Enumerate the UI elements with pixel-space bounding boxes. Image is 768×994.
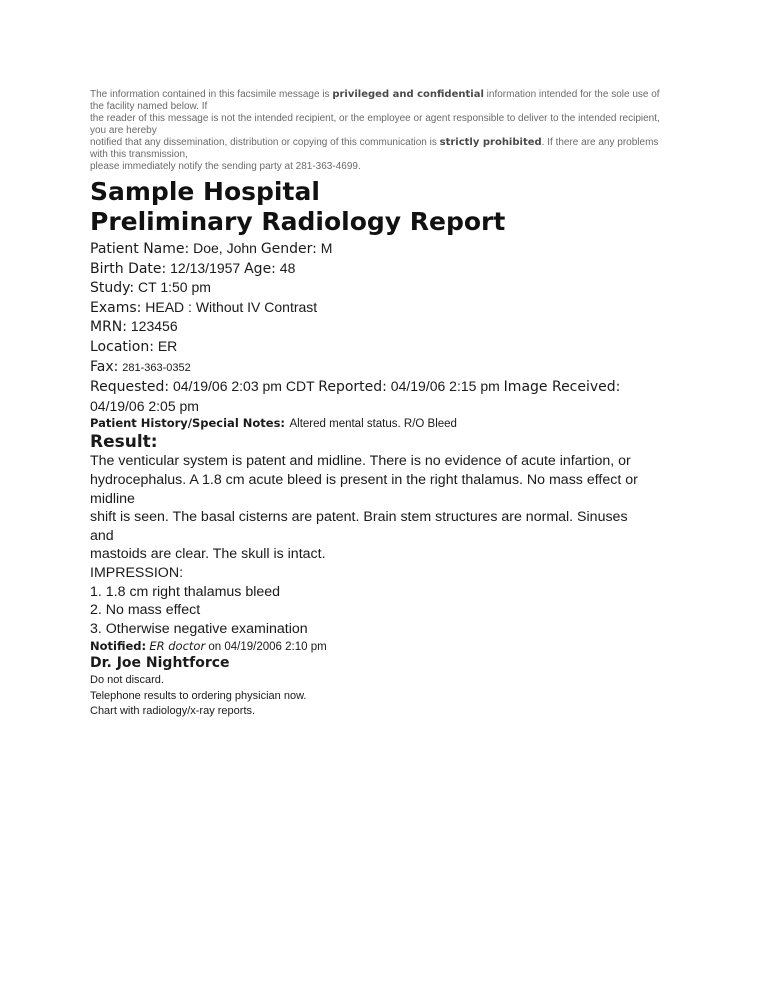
exams: HEAD : Without IV Contrast: [145, 298, 318, 315]
report-title: [90, 177, 680, 237]
hospital-name: Sample Hospital: [90, 177, 320, 206]
conf-text: The information contained in this facsimile message is: [90, 89, 333, 100]
result-heading: Result:: [90, 432, 158, 453]
conf-emphasis: strictly prohibited: [439, 137, 542, 148]
gender: M: [320, 240, 333, 256]
birth-date: 12/13/1957: [170, 259, 241, 276]
patient-name-label: Patient Name:: [90, 241, 190, 257]
impression-heading: IMPRESSION:: [90, 564, 184, 581]
mrn: 123456: [130, 318, 178, 335]
result-line: and: [90, 527, 114, 544]
conf-text: information intended for the sole use of: [483, 89, 660, 100]
conf-text: the reader of this message is not the intended recipient, or the employee or agent responsible to deliver to the intended recipient,: [90, 113, 660, 124]
mrn-label: MRN:: [90, 319, 127, 336]
birth-date-label: Birth Date:: [90, 260, 167, 277]
image-received: 04/19/06 2:05 pm: [90, 397, 199, 414]
reported: 04/19/06 2:15 pm: [390, 378, 500, 395]
result-line: mastoids are clear. The skull is intact.: [90, 546, 326, 563]
notified-who: ER doctor: [149, 639, 206, 654]
result-line: shift is seen. The basal cisterns are patent. Brain stem structures are normal. Sinuses: [90, 509, 628, 526]
result-body: [90, 452, 680, 638]
reported-label: Reported:: [318, 379, 387, 396]
conf-text: . If there are any problems: [541, 137, 659, 148]
requested-label: Requested:: [90, 379, 170, 396]
history: Altered mental status. R/O Bleed: [289, 418, 457, 431]
report-type: Preliminary Radiology Report: [90, 207, 506, 236]
doctor-name: Dr. Joe Nightforce: [90, 655, 230, 672]
history-label: Patient History/Special Notes:: [90, 416, 286, 431]
conf-emphasis: privileged and confidential: [332, 89, 484, 100]
location-label: Location:: [90, 338, 154, 355]
confidentiality-notice: [90, 89, 680, 173]
conf-text: with this transmission,: [90, 149, 188, 160]
footer-line: Telephone results to ordering physician now.: [90, 689, 307, 702]
fax-number: 281-363-0352: [122, 361, 191, 374]
gender-label: Gender:: [260, 241, 317, 257]
patient-details: [90, 239, 680, 432]
notified-label: Notified:: [90, 639, 147, 654]
footer-line: Chart with radiology/x-ray reports.: [90, 705, 256, 718]
age-label: Age:: [244, 260, 276, 277]
image-received-label: Image Received:: [503, 379, 621, 396]
patient-name: Doe, John: [193, 240, 257, 256]
footer-notes: [90, 673, 680, 720]
fax-label: Fax:: [90, 358, 119, 375]
result-line: hydrocephalus. A 1.8 cm acute bleed is present in the right thalamus. No mass effect or: [90, 471, 638, 488]
conf-text: you are hereby: [90, 125, 157, 136]
age: 48: [279, 259, 296, 276]
result-line: midline: [90, 490, 135, 507]
study: CT 1:50 pm: [138, 279, 211, 296]
impression-item: 1. 1.8 cm right thalamus bleed: [90, 583, 281, 600]
impression-item: 3. Otherwise negative examination: [90, 620, 308, 637]
study-label: Study:: [90, 280, 135, 297]
notified-line: [90, 639, 680, 654]
impression-item: 2. No mass effect: [90, 602, 201, 619]
notified-when: on 04/19/2006 2:10 pm: [208, 641, 327, 654]
exams-label: Exams:: [90, 299, 142, 316]
conf-text: the facility named below. If: [90, 101, 208, 112]
location: ER: [157, 337, 178, 354]
conf-text: notified that any dissemination, distribution or copying of this communication is: [90, 137, 440, 148]
conf-text: please immediately notify the sending party at 281-363-4699.: [90, 161, 361, 172]
footer-line: Do not discard.: [90, 674, 164, 687]
result-line: The venticular system is patent and midline. There is no evidence of acute infartion, or: [90, 453, 631, 470]
requested: 04/19/06 2:03 pm CDT: [172, 378, 315, 395]
